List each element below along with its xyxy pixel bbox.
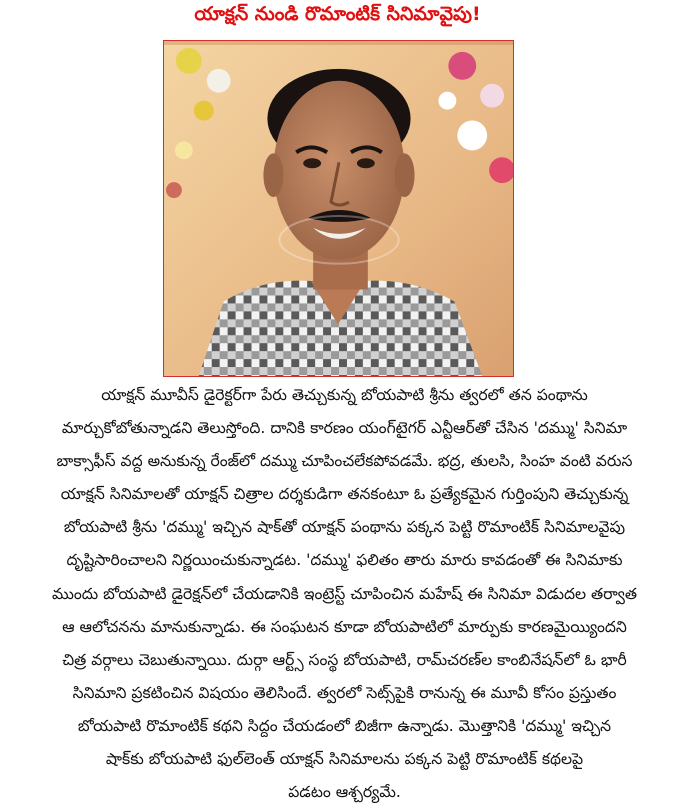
body-line: మార్చుకోబోతున్నాడని తెలుస్తోంది. దానికి కారణం యంగ్‌టైగర్ ఎన్టీఆర్‌తో చేసిన 'దమ్ము' సినిమా — [61, 419, 628, 438]
body-line: బోయపాటి శ్రీను 'దమ్ము' ఇచ్చిన షాక్‌తో యాక్షన్ పంథాను పక్కన పెట్టి రొమాంటిక్ సినిమాలవైపు — [63, 518, 626, 537]
body-line: యాక్షన్ సినిమాలతో యాక్షన్ చిత్రాల దర్శకుడిగా తనకంటూ ఓ ప్రత్యేకమైన గుర్తింపుని తెచ్చుకున్న — [60, 485, 629, 504]
body-line: యాక్షన్ మూవీస్ డైరెక్టర్‌గా పేరు తెచ్చుకున్న బోయపాటి శ్రీను త్వరలో తన పంథాను — [101, 386, 588, 404]
body-line: పడటం ఆశ్చర్యమే. — [288, 783, 401, 802]
body-line: సినిమాని ప్రకటించిన విషయం తెలిసిందే. త్వరలో సెట్స్‌పైకి రానున్న ఈ మూవీ కోసం ప్రస్తుతం — [72, 683, 617, 702]
body-line: ఆ ఆలోచనను మానుకున్నాడు. ఈ సంఘటన కూడా బోయపాటిలో మార్పుకు కారణమైయ్యిందని — [62, 617, 627, 636]
portrait-illustration — [164, 41, 513, 376]
body-line: చిత్ర వర్గాలు చెబుతున్నాయి. దుర్గా ఆర్ట్స్ సంస్థ బోయపాటి, రామ్‌చరణ్‌ల కాంబినేషన్‌లో ఓ భారీ — [62, 650, 627, 669]
body-line: బాక్సాఫీస్ వద్ద అనుకున్న రేంజ్‌లో దమ్ము చూపించలేకపోవడమే. భద్ర, తులసి, సింహ వంటి వరుస — [56, 452, 633, 471]
article-body — [42, 379, 647, 809]
body-line: దృష్టిసారించాలని నిర్ణయించుకున్నాడట. 'దమ్ము' ఫలితం తారు మారు కావడంతో ఈ సినిమాకు — [66, 551, 623, 570]
article-headline: యాక్షన్ నుండి రొమాంటిక్ సినిమావైపు! — [194, 2, 481, 25]
article-photo — [163, 40, 514, 377]
body-line: ముందు బోయపాటి డైరెక్షన్‌లో చేయడానికి ఇంట్రెస్ట్ చూపించిన మహేష్ ఈ సినిమా విడుదల తర్వాత — [51, 584, 638, 603]
body-line: షాక్‌కు బోయపాటి ఫుల్‌లెంత్ యాక్షన్ సినిమాలను పక్కన పెట్టి రొమాంటిక్ కథలపై — [105, 750, 584, 769]
body-line: బోయపాటి రొమాంటిక్ కథని సిద్దం చేయడంలో బిజీగా ఉన్నాడు. మొత్తానికి 'దమ్ము' ఇచ్చిన — [77, 716, 612, 735]
